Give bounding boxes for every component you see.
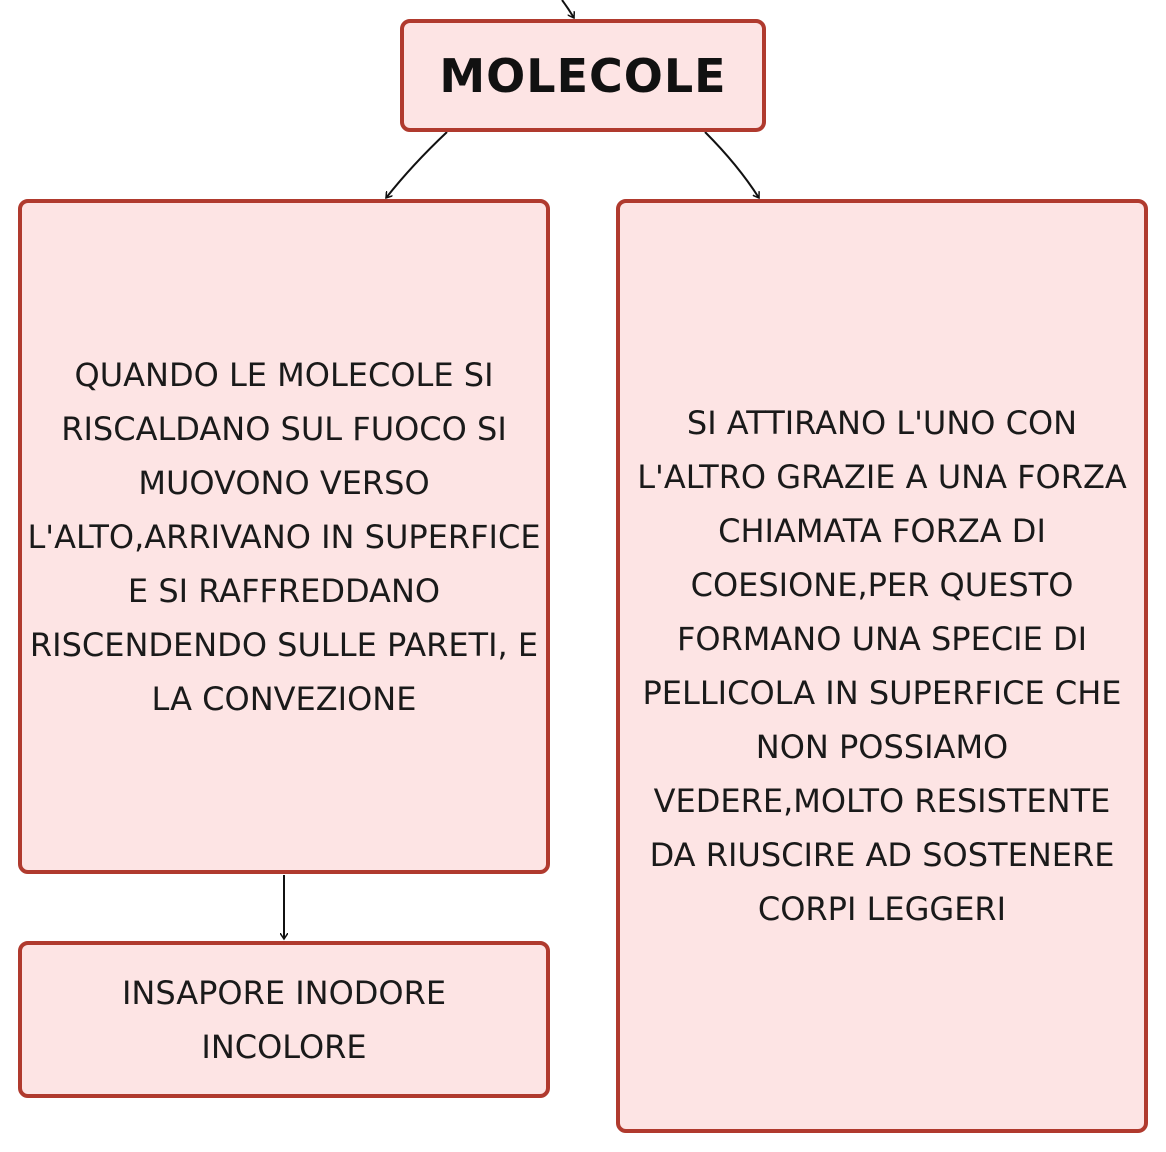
node-molecole — [400, 19, 766, 132]
edge-root-to-right — [705, 132, 759, 198]
node-convezione-label: QUANDO LE MOLECOLE SI RISCALDANO SUL FUOCO SI MUOVONO VERSO L'ALTO,ARRIVANO IN SUPERFICE E SI RAFFREDDANO RISCENDENDO SULLE PARETI, E LA CONVEZIONE — [27, 355, 541, 718]
node-coesione-label: SI ATTIRANO L'UNO CON L'ALTRO GRAZIE A UNA FORZA CHIAMATA FORZA DI COESIONE,PER QUESTO FORMANO UNA SPECIE DI PELLICOLA IN SUPERFICE CHE NON POSSIAMO VEDERE,MOLTO RESISTENTE DA RIUSCIRE AD SOSTENERE CORPI LEGGERI — [637, 404, 1127, 928]
node-proprieta — [18, 941, 550, 1098]
edge-root-to-left — [386, 132, 447, 198]
node-proprieta-label: INSAPORE INODORE INCOLORE — [121, 973, 447, 1066]
node-coesione — [616, 199, 1148, 1133]
node-molecole-label: MOLECOLE — [439, 48, 727, 103]
node-convezione — [18, 199, 550, 874]
edge-incoming-to-root — [562, 0, 574, 18]
